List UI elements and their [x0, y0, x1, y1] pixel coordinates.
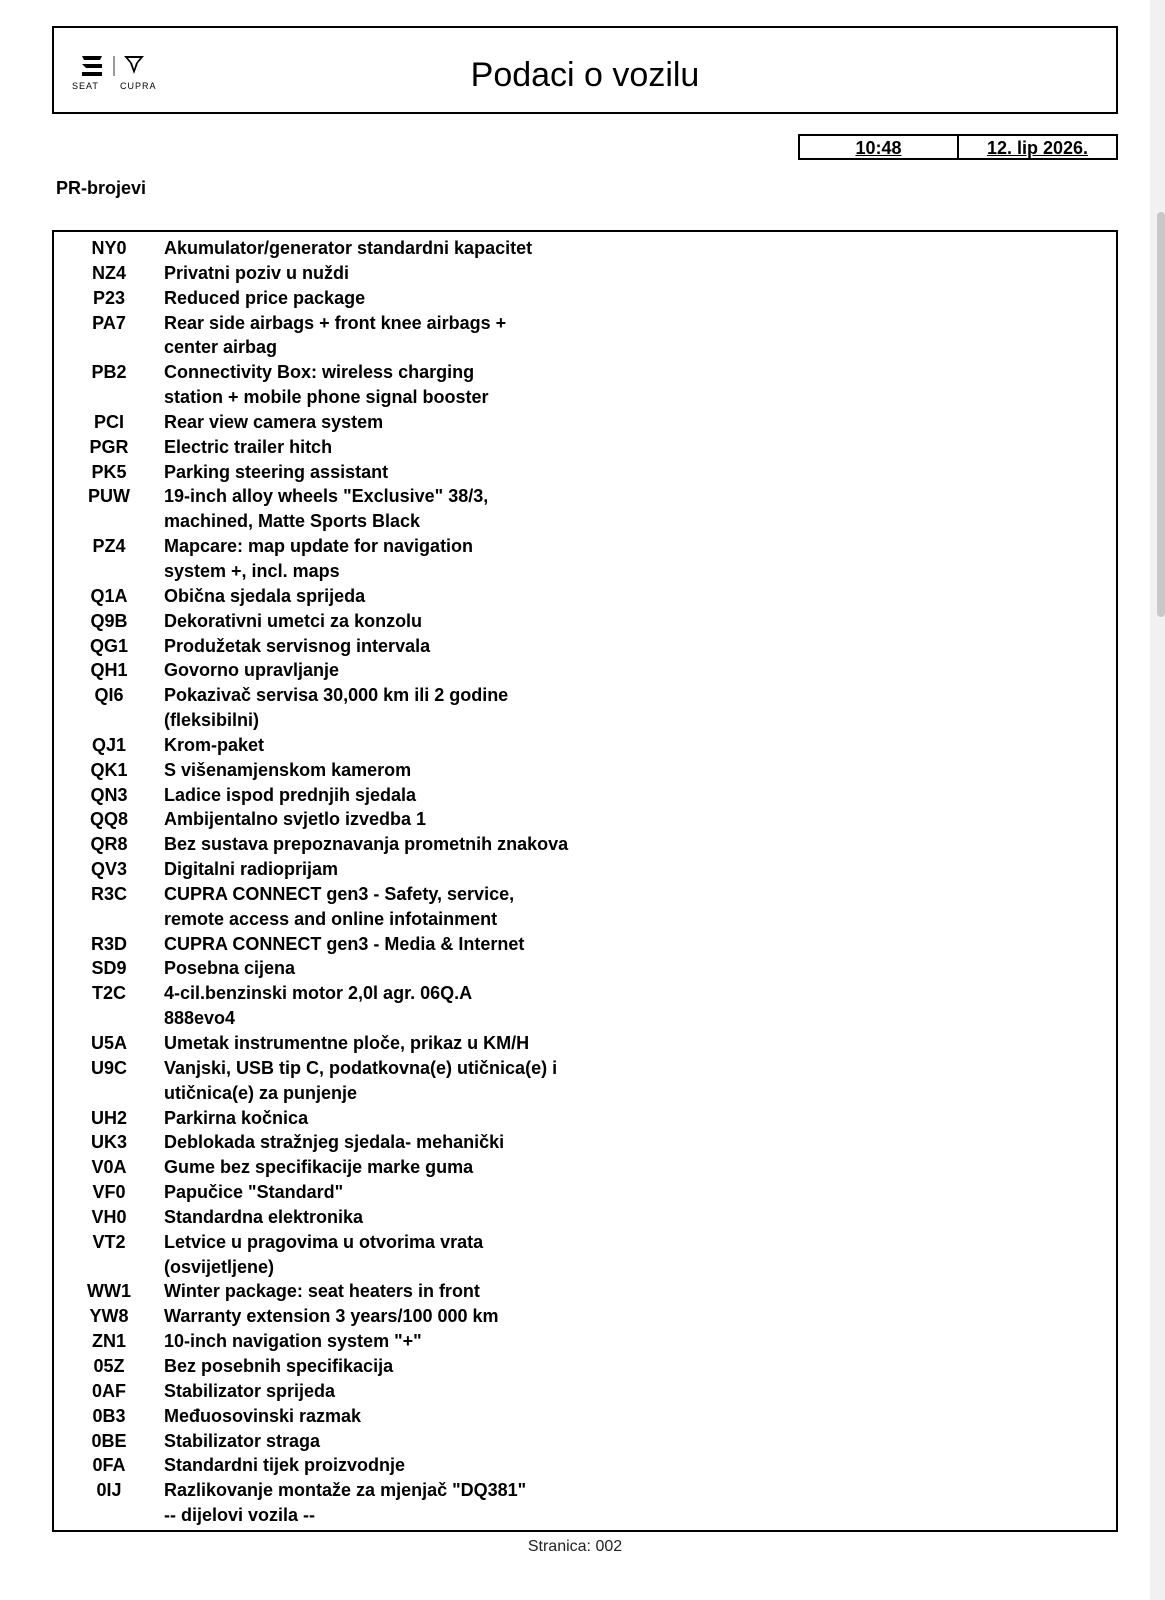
pr-code: QH1 [90, 660, 128, 681]
list-item [54, 783, 1116, 808]
pr-code: V0A [91, 1157, 127, 1178]
list-item [54, 1429, 1116, 1454]
list-item [54, 261, 1116, 286]
pr-code: PZ4 [92, 536, 126, 557]
list-item [54, 1329, 1116, 1354]
pr-code: QR8 [90, 834, 128, 855]
list-item [54, 609, 1116, 634]
list-item [54, 956, 1116, 981]
pr-code: YW8 [89, 1306, 129, 1327]
pr-code: VF0 [92, 1182, 126, 1203]
list-item [54, 1255, 1116, 1280]
pr-description: CUPRA CONNECT gen3 - Media & Internet [164, 933, 525, 954]
list-item [54, 1503, 1116, 1528]
pr-description: CUPRA CONNECT gen3 - Safety, service, [164, 883, 515, 904]
pr-code: QG1 [89, 635, 128, 656]
pr-description: Papučice "Standard" [164, 1182, 344, 1203]
pr-description: Akumulator/generator standardni kapacitet [164, 238, 533, 258]
pr-code: T2C [91, 983, 126, 1004]
pr-code [54, 907, 164, 932]
list-item [54, 1155, 1116, 1180]
pr-code [54, 1255, 164, 1280]
pr-code: QK1 [90, 759, 128, 780]
pr-description: Electric trailer hitch [164, 436, 333, 457]
list-item [54, 981, 1116, 1006]
list-item [54, 1453, 1116, 1478]
pr-description: Vanjski, USB tip C, podatkovna(e) utičnica(e) i [164, 1057, 558, 1078]
list-item [54, 1205, 1116, 1230]
pr-code: PCI [93, 411, 124, 432]
pr-code: VH0 [91, 1206, 127, 1227]
pr-description: Stabilizator straga [164, 1430, 321, 1451]
pr-description: Umetak instrumentne ploče, prikaz u KM/H [164, 1033, 530, 1053]
pr-code [54, 1081, 164, 1106]
list-item [54, 236, 1116, 261]
pr-code: UK3 [90, 1132, 127, 1153]
page-number: Stranica: 002 [527, 1538, 623, 1555]
list-item [54, 1404, 1116, 1429]
timestamp-box [798, 134, 1118, 160]
pr-description: -- dijelovi vozila -- [164, 1505, 316, 1526]
pr-description: Dekorativni umetci za konzolu [164, 610, 423, 631]
pr-code: 0BE [91, 1430, 127, 1451]
pr-code [54, 559, 164, 584]
list-item [54, 385, 1116, 410]
pr-code: ZN1 [91, 1331, 126, 1352]
pr-code: QV3 [90, 859, 128, 880]
pr-description: Letvice u pragovima u otvorima vrata [164, 1231, 484, 1252]
pr-code: 05Z [93, 1355, 125, 1376]
list-item [54, 932, 1116, 957]
list-item [54, 1130, 1116, 1155]
pr-description: Deblokada stražnjeg sjedala- mehanički [164, 1132, 505, 1153]
pr-code: 0AF [91, 1380, 126, 1401]
pr-code: NY0 [91, 238, 127, 258]
pr-description: Rear view camera system [164, 411, 384, 432]
pr-code: R3C [90, 883, 127, 904]
pr-code: U9C [90, 1057, 127, 1078]
list-item [54, 857, 1116, 882]
list-item [54, 658, 1116, 683]
pr-description: (osvijetljene) [164, 1256, 275, 1277]
list-item [54, 708, 1116, 733]
pr-description: Pokazivač servisa 30,000 km ili 2 godine [164, 685, 509, 706]
pr-code: WW1 [87, 1281, 131, 1302]
pr-code: 0IJ [96, 1480, 122, 1501]
list-item [54, 758, 1116, 783]
pr-description: Digitalni radioprijam [164, 859, 339, 880]
pr-code [54, 1006, 164, 1031]
pr-code: VT2 [92, 1231, 126, 1252]
list-item [54, 634, 1116, 659]
pr-description: Govorno upravljanje [164, 660, 340, 681]
list-item [54, 1056, 1116, 1081]
pr-description: station + mobile phone signal booster [164, 387, 489, 408]
pr-description: Parking steering assistant [164, 461, 389, 482]
pr-code: QI6 [94, 685, 124, 706]
pr-description: center airbag [164, 337, 278, 358]
list-item [54, 360, 1116, 385]
list-item [54, 484, 1116, 509]
pr-description: Mapcare: map update for navigation [164, 536, 474, 557]
list-item [54, 286, 1116, 311]
list-item [54, 460, 1116, 485]
date-value: 12. lip 2026. [957, 136, 1116, 158]
list-item [54, 410, 1116, 435]
list-item [54, 1081, 1116, 1106]
pr-code: PUW [88, 486, 130, 507]
pr-description: Ambijentalno svjetlo izvedba 1 [164, 809, 427, 830]
list-item [54, 335, 1116, 360]
list-item [54, 1304, 1116, 1329]
list-item [54, 1230, 1116, 1255]
pr-description: (fleksibilni) [164, 710, 260, 731]
list-item [54, 1031, 1116, 1056]
pr-code [54, 708, 164, 733]
pr-description: Warranty extension 3 years/100 000 km [164, 1306, 499, 1327]
time-value: 10:48 [855, 138, 902, 158]
pr-code [54, 385, 164, 410]
list-item [54, 559, 1116, 584]
pr-code: QJ1 [91, 734, 127, 755]
pr-code: 0FA [92, 1455, 126, 1476]
pr-description: Parkirna kočnica [164, 1107, 309, 1128]
pr-description: utičnica(e) za punjenje [164, 1082, 358, 1103]
pr-description: machined, Matte Sports Black [164, 511, 421, 532]
logo-text-seat: SEAT [72, 81, 99, 91]
pr-description: Posebna cijena [164, 958, 296, 979]
list-item [54, 683, 1116, 708]
pr-code: QN3 [90, 784, 128, 805]
page-title: Podaci o vozilu [470, 56, 700, 94]
pr-description: Bez posebnih specifikacija [164, 1355, 394, 1376]
list-item [54, 1279, 1116, 1304]
pr-description: Produžetak servisnog intervala [164, 635, 431, 656]
pr-code: SD9 [91, 958, 127, 979]
list-item [54, 435, 1116, 460]
pr-description: Međuosovinski razmak [164, 1405, 362, 1426]
pr-description: S višenamjenskom kamerom [164, 759, 412, 780]
pr-number-list [52, 230, 1118, 1532]
pr-description: Reduced price package [164, 287, 366, 308]
pr-description: Standardni tijek proizvodnje [164, 1455, 406, 1476]
list-item [54, 1006, 1116, 1031]
pr-description: Razlikovanje montaže za mjenjač "DQ381" [164, 1480, 527, 1501]
pr-description: Stabilizator sprijeda [164, 1380, 336, 1401]
pr-code: Q9B [90, 610, 128, 631]
pr-code: 0B3 [92, 1405, 126, 1426]
pr-code: Q1A [90, 585, 128, 606]
list-item [54, 882, 1116, 907]
section-label: PR-brojevi [56, 178, 147, 198]
header-box [52, 26, 1118, 114]
pr-description: Ladice ispod prednjih sjedala [164, 784, 417, 805]
pr-code: PGR [89, 436, 129, 457]
pr-code: NZ4 [91, 262, 126, 283]
pr-code: P23 [92, 287, 126, 308]
pr-code [54, 1503, 164, 1528]
pr-description: 888evo4 [164, 1008, 236, 1029]
pr-description: Obična sjedala sprijeda [164, 585, 366, 606]
pr-description: remote access and online infotainment [164, 908, 498, 929]
list-item [54, 1379, 1116, 1404]
list-item [54, 733, 1116, 758]
list-item [54, 1478, 1116, 1503]
pr-description: Krom-paket [164, 734, 265, 755]
pr-code [54, 509, 164, 534]
list-item [54, 1354, 1116, 1379]
pr-code: R3D [90, 933, 127, 954]
pr-description: Standardna elektronika [164, 1206, 364, 1227]
list-item [54, 1180, 1116, 1205]
pr-description: 4-cil.benzinski motor 2,0l agr. 06Q.A [164, 983, 473, 1004]
list-item [54, 311, 1116, 336]
pr-code: UH2 [90, 1107, 127, 1128]
pr-code: PA7 [92, 312, 126, 333]
list-item [54, 832, 1116, 857]
logo-text-cupra: CUPRA [120, 81, 157, 91]
scrollbar-thumb[interactable] [1157, 212, 1165, 617]
pr-description: Rear side airbags + front knee airbags + [164, 312, 507, 333]
pr-code [54, 335, 164, 360]
list-item [54, 509, 1116, 534]
list-item [54, 807, 1116, 832]
pr-description: Gume bez specifikacije marke guma [164, 1157, 474, 1178]
list-item [54, 584, 1116, 609]
list-item [54, 907, 1116, 932]
pr-description: 19-inch alloy wheels "Exclusive" 38/3, [164, 486, 489, 507]
pr-description: Bez sustava prepoznavanja prometnih znakova [164, 834, 569, 855]
pr-description: Connectivity Box: wireless charging [164, 362, 475, 383]
pr-description: system +, incl. maps [164, 560, 340, 581]
pr-description: Privatni poziv u nuždi [164, 262, 350, 283]
list-item [54, 1106, 1116, 1131]
pr-code: PB2 [91, 362, 127, 383]
pr-code: PK5 [91, 461, 127, 482]
pr-description: Winter package: seat heaters in front [164, 1281, 480, 1302]
list-item [54, 534, 1116, 559]
pr-description: 10-inch navigation system "+" [164, 1331, 422, 1352]
pr-code: QQ8 [89, 809, 128, 830]
pr-code: U5A [90, 1033, 127, 1053]
